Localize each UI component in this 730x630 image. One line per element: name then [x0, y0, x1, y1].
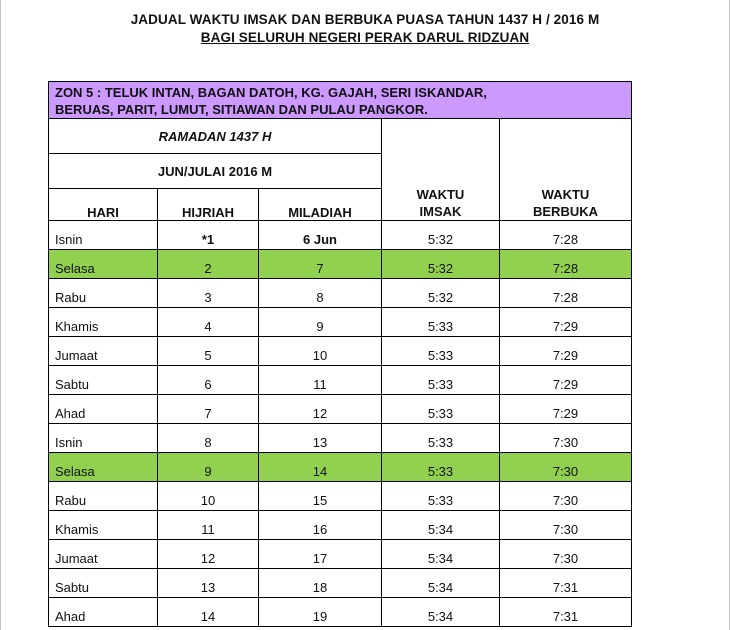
- cell-hari: Jumaat: [49, 540, 158, 569]
- cell-miladiah: 19: [259, 598, 382, 627]
- cell-berbuka: 7:30: [500, 540, 632, 569]
- table-row: [49, 424, 632, 453]
- cell-hari: Ahad: [49, 598, 158, 627]
- header-waktu-berbuka: [500, 119, 632, 221]
- imsak-header-line-1: WAKTU: [416, 187, 465, 202]
- zone-line-2: BERUAS, PARIT, LUMUT, SITIAWAN DAN PULAU PANGKOR.: [55, 102, 428, 117]
- imsak-header-line-2: IMSAK: [419, 204, 462, 219]
- cell-miladiah: 18: [259, 569, 382, 598]
- table-row: [49, 569, 632, 598]
- header-miladiah: MILADIAH: [259, 189, 382, 221]
- document-subtitle: BAGI SELURUH NEGERI PERAK DARUL RIDZUAN: [200, 30, 530, 45]
- schedule-table: [48, 81, 632, 627]
- cell-imsak: 5:34: [382, 598, 500, 627]
- cell-miladiah: 10: [259, 337, 382, 366]
- zone-row: [49, 82, 632, 119]
- cell-hijriah: 6: [158, 366, 259, 395]
- cell-imsak: 5:33: [382, 424, 500, 453]
- cell-imsak: 5:33: [382, 366, 500, 395]
- zone-line-1: ZON 5 : TELUK INTAN, BAGAN DATOH, KG. GAJAH, SERI ISKANDAR,: [55, 85, 487, 100]
- header-hari: HARI: [49, 189, 158, 221]
- cell-hijriah: 4: [158, 308, 259, 337]
- cell-hari: Sabtu: [49, 366, 158, 395]
- cell-berbuka: 7:29: [500, 395, 632, 424]
- cell-miladiah: 11: [259, 366, 382, 395]
- cell-miladiah: 16: [259, 511, 382, 540]
- table-row: [49, 337, 632, 366]
- cell-hari: Sabtu: [49, 569, 158, 598]
- berbuka-header-line-2: BERBUKA: [533, 204, 598, 219]
- cell-berbuka: 7:30: [500, 511, 632, 540]
- cell-hijriah: 2: [158, 250, 259, 279]
- cell-miladiah: 8: [259, 279, 382, 308]
- cell-hari: Khamis: [49, 308, 158, 337]
- table-row: [49, 482, 632, 511]
- cell-hari: Selasa: [49, 250, 158, 279]
- cell-imsak: 5:33: [382, 395, 500, 424]
- cell-imsak: 5:32: [382, 250, 500, 279]
- table-row: [49, 540, 632, 569]
- cell-berbuka: 7:31: [500, 598, 632, 627]
- cell-hari: Rabu: [49, 279, 158, 308]
- cell-imsak: 5:32: [382, 279, 500, 308]
- ramadan-header-row: [49, 119, 632, 154]
- table-row: [49, 453, 632, 482]
- cell-hijriah: 9: [158, 453, 259, 482]
- cell-miladiah: 15: [259, 482, 382, 511]
- cell-hijriah: 13: [158, 569, 259, 598]
- table-row: [49, 250, 632, 279]
- cell-berbuka: 7:28: [500, 279, 632, 308]
- document-title: JADUAL WAKTU IMSAK DAN BERBUKA PUASA TAHUN 1437 H / 2016 M: [130, 12, 600, 27]
- cell-hijriah: 3: [158, 279, 259, 308]
- cell-miladiah: 17: [259, 540, 382, 569]
- cell-hari: Jumaat: [49, 337, 158, 366]
- header-hijriah: HIJRIAH: [158, 189, 259, 221]
- cell-hijriah: 12: [158, 540, 259, 569]
- cell-hari: Isnin: [49, 424, 158, 453]
- cell-hari: Rabu: [49, 482, 158, 511]
- cell-berbuka: 7:29: [500, 308, 632, 337]
- cell-imsak: 5:32: [382, 221, 500, 250]
- cell-hijriah: 8: [158, 424, 259, 453]
- cell-miladiah: 9: [259, 308, 382, 337]
- zone-label: [49, 82, 632, 119]
- cell-hijriah: 11: [158, 511, 259, 540]
- cell-berbuka: 7:30: [500, 482, 632, 511]
- cell-miladiah: 12: [259, 395, 382, 424]
- cell-hijriah: 10: [158, 482, 259, 511]
- cell-imsak: 5:34: [382, 511, 500, 540]
- table-row: [49, 221, 632, 250]
- cell-hari: Khamis: [49, 511, 158, 540]
- cell-imsak: 5:34: [382, 569, 500, 598]
- cell-miladiah: 6 Jun: [259, 221, 382, 250]
- cell-berbuka: 7:28: [500, 221, 632, 250]
- cell-berbuka: 7:30: [500, 424, 632, 453]
- table-row: [49, 366, 632, 395]
- table-row: [49, 279, 632, 308]
- cell-hari: Ahad: [49, 395, 158, 424]
- month-header: JUN/JULAI 2016 M: [49, 154, 382, 189]
- header-waktu-imsak: [382, 119, 500, 221]
- cell-miladiah: 13: [259, 424, 382, 453]
- cell-imsak: 5:33: [382, 453, 500, 482]
- cell-hijriah: 7: [158, 395, 259, 424]
- ramadan-header: RAMADAN 1437 H: [49, 119, 382, 154]
- cell-imsak: 5:33: [382, 482, 500, 511]
- cell-hari: Isnin: [49, 221, 158, 250]
- cell-berbuka: 7:28: [500, 250, 632, 279]
- cell-berbuka: 7:29: [500, 366, 632, 395]
- cell-miladiah: 7: [259, 250, 382, 279]
- cell-berbuka: 7:31: [500, 569, 632, 598]
- cell-hari: Selasa: [49, 453, 158, 482]
- cell-miladiah: 14: [259, 453, 382, 482]
- table-row: [49, 308, 632, 337]
- cell-imsak: 5:34: [382, 540, 500, 569]
- table-row: [49, 511, 632, 540]
- cell-hijriah: 5: [158, 337, 259, 366]
- table-row: [49, 395, 632, 424]
- table-row: [49, 598, 632, 627]
- cell-berbuka: 7:29: [500, 337, 632, 366]
- berbuka-header-line-1: WAKTU: [541, 187, 590, 202]
- cell-imsak: 5:33: [382, 308, 500, 337]
- cell-hijriah: 14: [158, 598, 259, 627]
- cell-berbuka: 7:30: [500, 453, 632, 482]
- cell-imsak: 5:33: [382, 337, 500, 366]
- page-edge-left: [0, 0, 1, 630]
- cell-hijriah: *1: [158, 221, 259, 250]
